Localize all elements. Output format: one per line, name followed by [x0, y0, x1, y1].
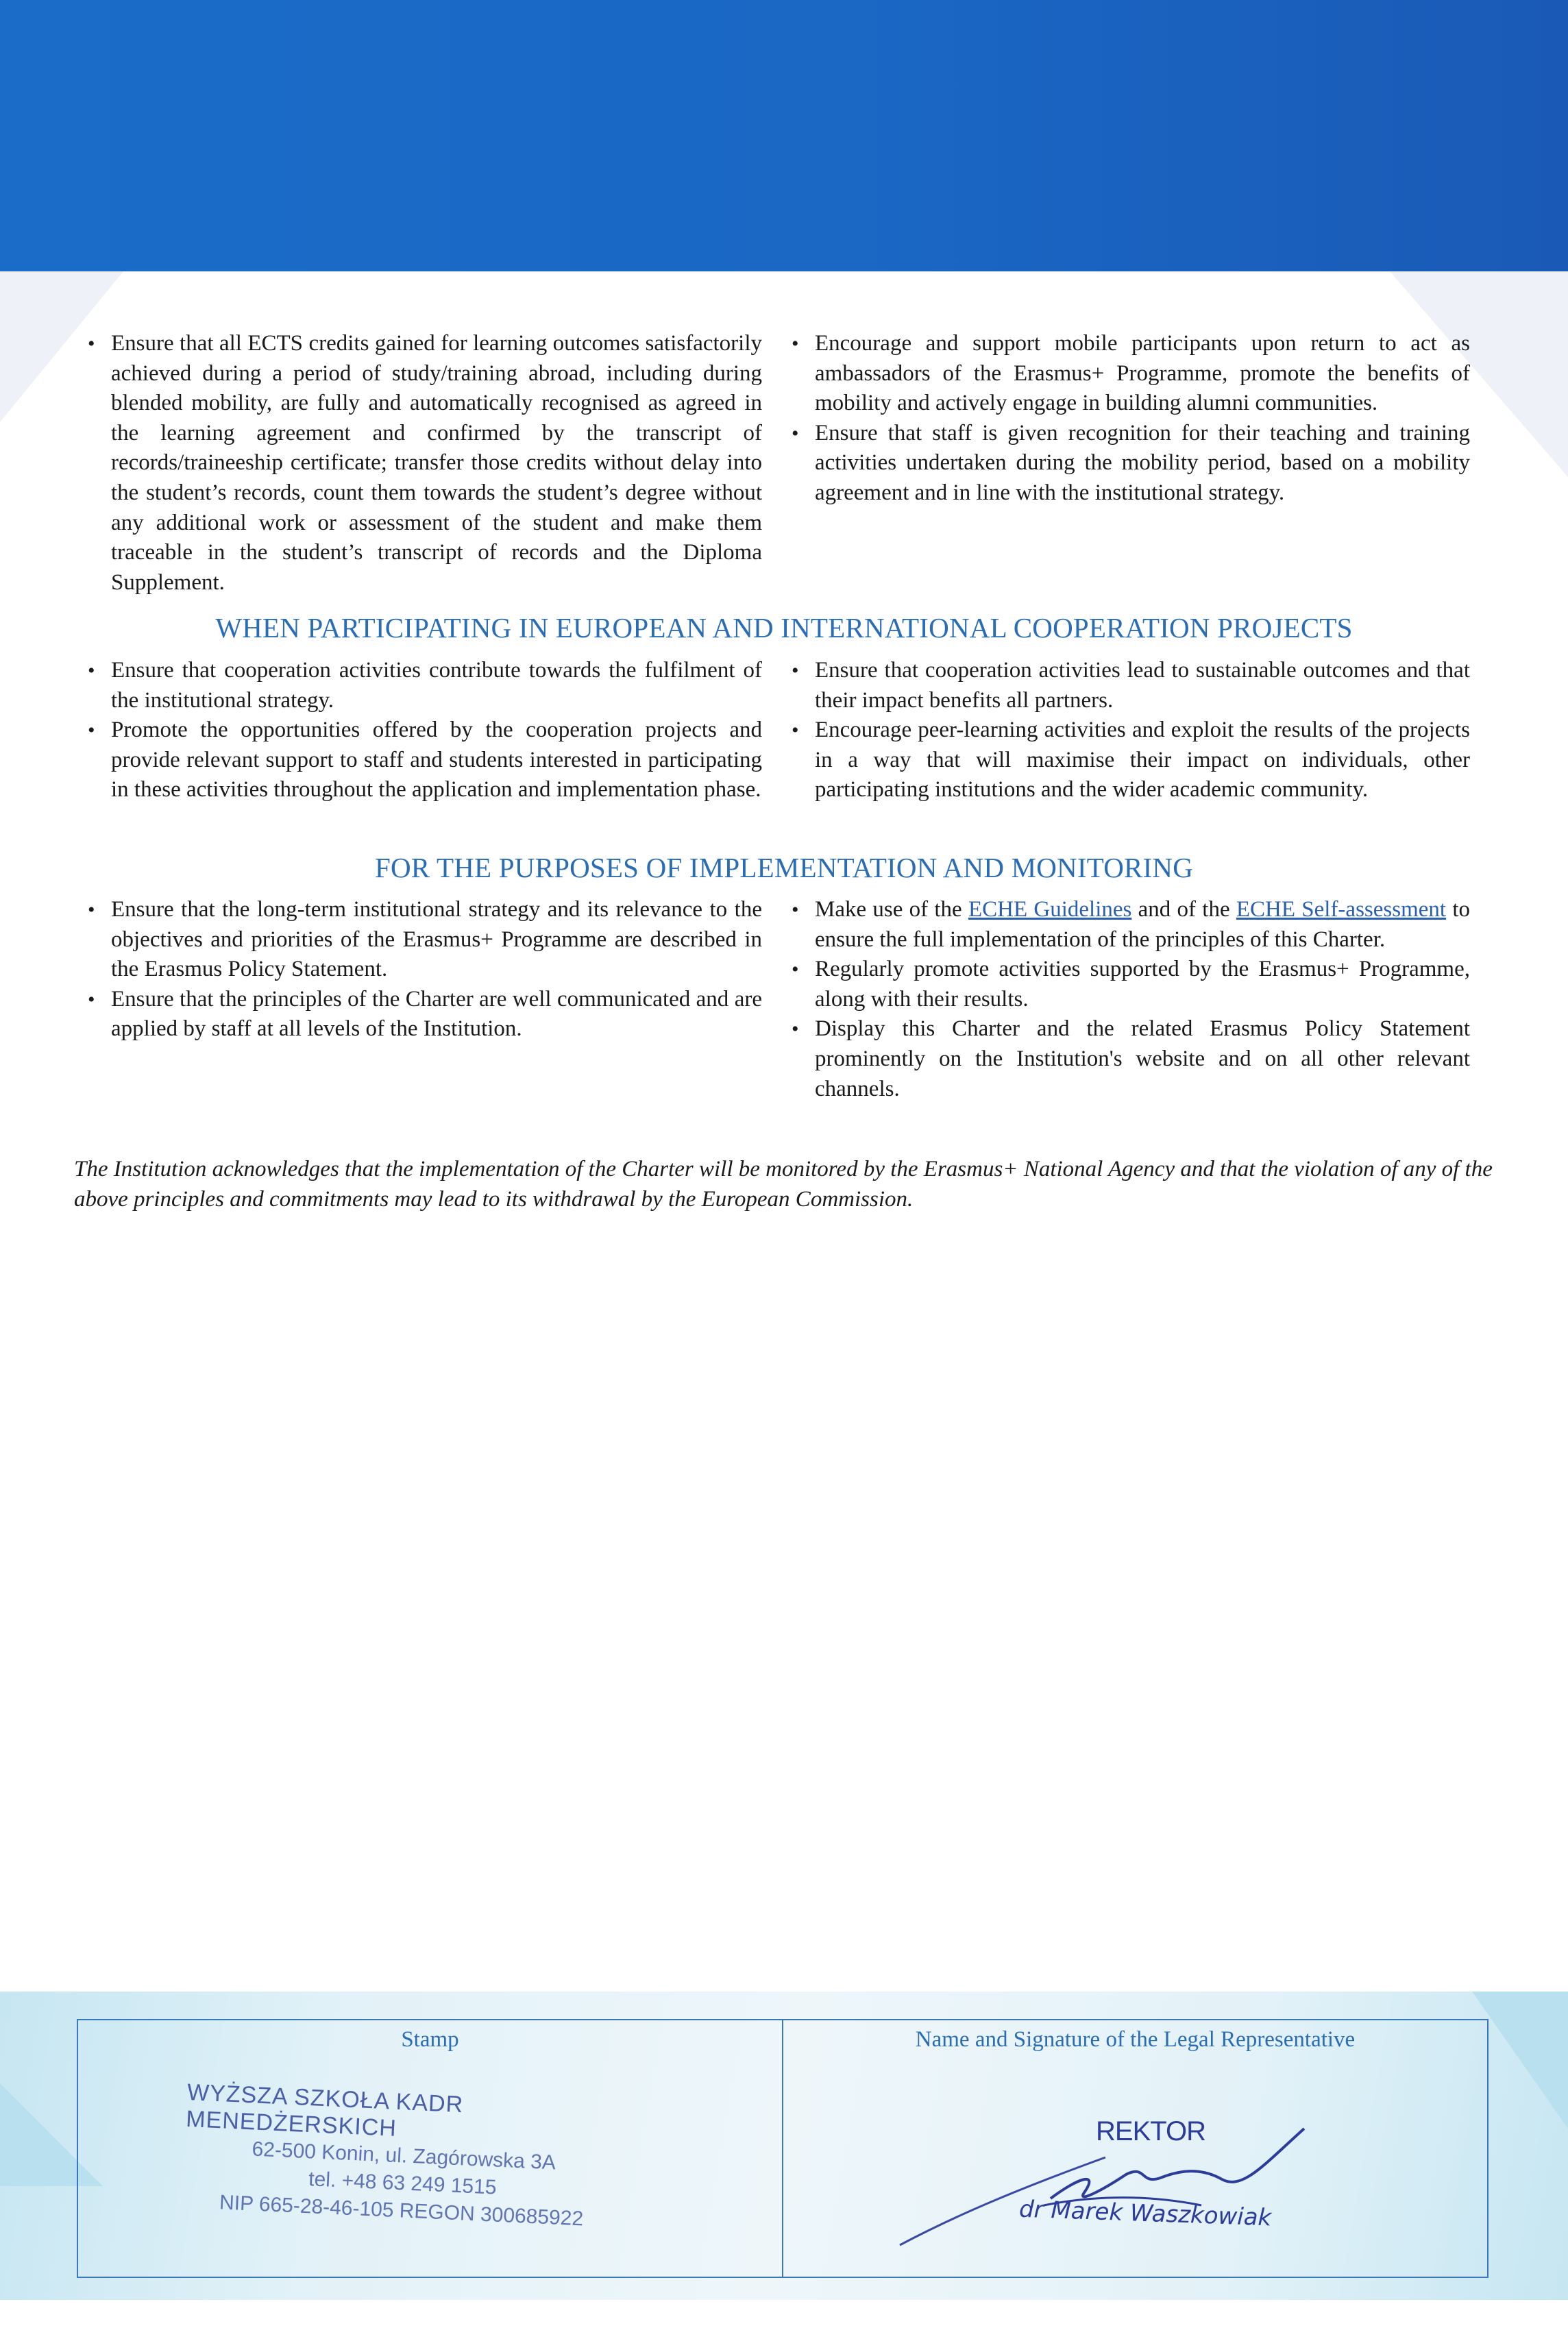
- eche-guidelines-link[interactable]: ECHE Guidelines: [968, 897, 1132, 922]
- cooperation-column-left: [88, 656, 762, 805]
- rektor-title: REKTOR: [1096, 2116, 1205, 2146]
- representative-cell: [782, 2020, 1487, 2277]
- handwritten-signature: [879, 2103, 1359, 2253]
- bullet-charter-communicated: • Ensure that the principles of the Charter are well communicated and are applied by staff at all levels of the Institution.: [88, 985, 762, 1044]
- eche-text-suffix: to ensure the full implementation of the principles of this Charter.: [815, 897, 1471, 952]
- cooperation-section-heading: WHEN PARTICIPATING IN EUROPEAN AND INTERNATIONAL COOPERATION PROJECTS: [215, 612, 1353, 644]
- stamp-cell: [78, 2020, 782, 2277]
- bullet-ambassadors: • Encourage and support mobile participants upon return to act as ambassadors of the Erasmus+ Programme, promote the benefits of mobility and actively engage in building alumni communities.: [792, 329, 1470, 419]
- institution-stamp: [182, 2079, 626, 2235]
- signature-table: [77, 2019, 1489, 2278]
- stamp-address: 62-500 Konin, ul. Zagórowska 3A: [251, 2137, 556, 2175]
- implementation-column-right: [792, 895, 1470, 1104]
- bullet-display-charter: • Display this Charter and the related Erasmus Policy Statement prominently on the Institution's website and on all other relevant channels.: [792, 1014, 1470, 1104]
- bullet-cooperation-strategy: • Ensure that cooperation activities contribute towards the fulfilment of the institutional strategy.: [88, 656, 762, 715]
- continued-column-left: [88, 329, 762, 598]
- representative-name: dr Marek Waszkowiak: [1018, 2195, 1272, 2232]
- header-band: [0, 0, 1568, 271]
- bullet-promote-activities: • Regularly promote activities supported by the Erasmus+ Programme, along with their results.: [792, 955, 1470, 1014]
- bullet-staff-recognition: • Ensure that staff is given recognition for their teaching and training activities undertaken during the mobility period, based on a mobility agreement and in line with the institutional strategy.: [792, 419, 1470, 509]
- stamp-tax-ids: NIP 665-28-46-105 REGON 300685922: [219, 2191, 584, 2231]
- bullet-ects-recognition: • Ensure that all ECTS credits gained for learning outcomes satisfactorily achieved during a period of study/training abroad, including during blended mobility, are fully and automatically recognised as agreed in the learning agreement and confirmed by the transcript of records/traineeship certificate; transfer those credits without delay into the student’s records, count them towards the student’s degree without any additional work or assessment of the student and make them traceable in the student’s transcript of records and the Diploma Supplement.: [88, 329, 762, 598]
- stamp-institution-name: WYŻSZA SZKOŁA KADR MENEDŻERSKICH: [185, 2079, 465, 2142]
- bullet-peer-learning: • Encourage peer-learning activities and exploit the results of the projects in a way that will maximise their impact on individuals, other participating institutions and the wider academic community.: [792, 715, 1470, 805]
- closing-statement: The Institution acknowledges that the implementation of the Charter will be monitored by the Erasmus+ National Agency and that the violation of any of the above principles and commitments may lead to its withdrawal by the European Commission.: [74, 1157, 1493, 1212]
- cooperation-column-right: [792, 656, 1470, 805]
- representative-label: Name and Signature of the Legal Representative: [915, 2027, 1356, 2052]
- eche-text-prefix: Make use of the: [815, 897, 968, 922]
- bullet-eche-guidelines: [792, 895, 1470, 955]
- implementation-column-left: [88, 895, 762, 1044]
- bullet-longterm-strategy: • Ensure that the long-term institutional strategy and its relevance to the objectives and priorities of the Erasmus+ Programme are described in the Erasmus Policy Statement.: [88, 895, 762, 985]
- eche-text-middle: and of the: [1131, 897, 1236, 922]
- implementation-section-heading: FOR THE PURPOSES OF IMPLEMENTATION AND MONITORING: [374, 852, 1194, 883]
- eche-self-assessment-link[interactable]: ECHE Self-assessment: [1236, 897, 1447, 922]
- bullet-promote-opportunities: • Promote the opportunities offered by the cooperation projects and provide relevant support to staff and students interested in participating in these activities throughout the application and implementation phase.: [88, 715, 762, 805]
- bullet-sustainable-outcomes: • Ensure that cooperation activities lead to sustainable outcomes and that their impact benefits all partners.: [792, 656, 1470, 715]
- stamp-phone: tel. +48 63 249 1515: [308, 2168, 498, 2199]
- continued-column-right: [792, 329, 1470, 509]
- stamp-label: Stamp: [401, 2027, 459, 2052]
